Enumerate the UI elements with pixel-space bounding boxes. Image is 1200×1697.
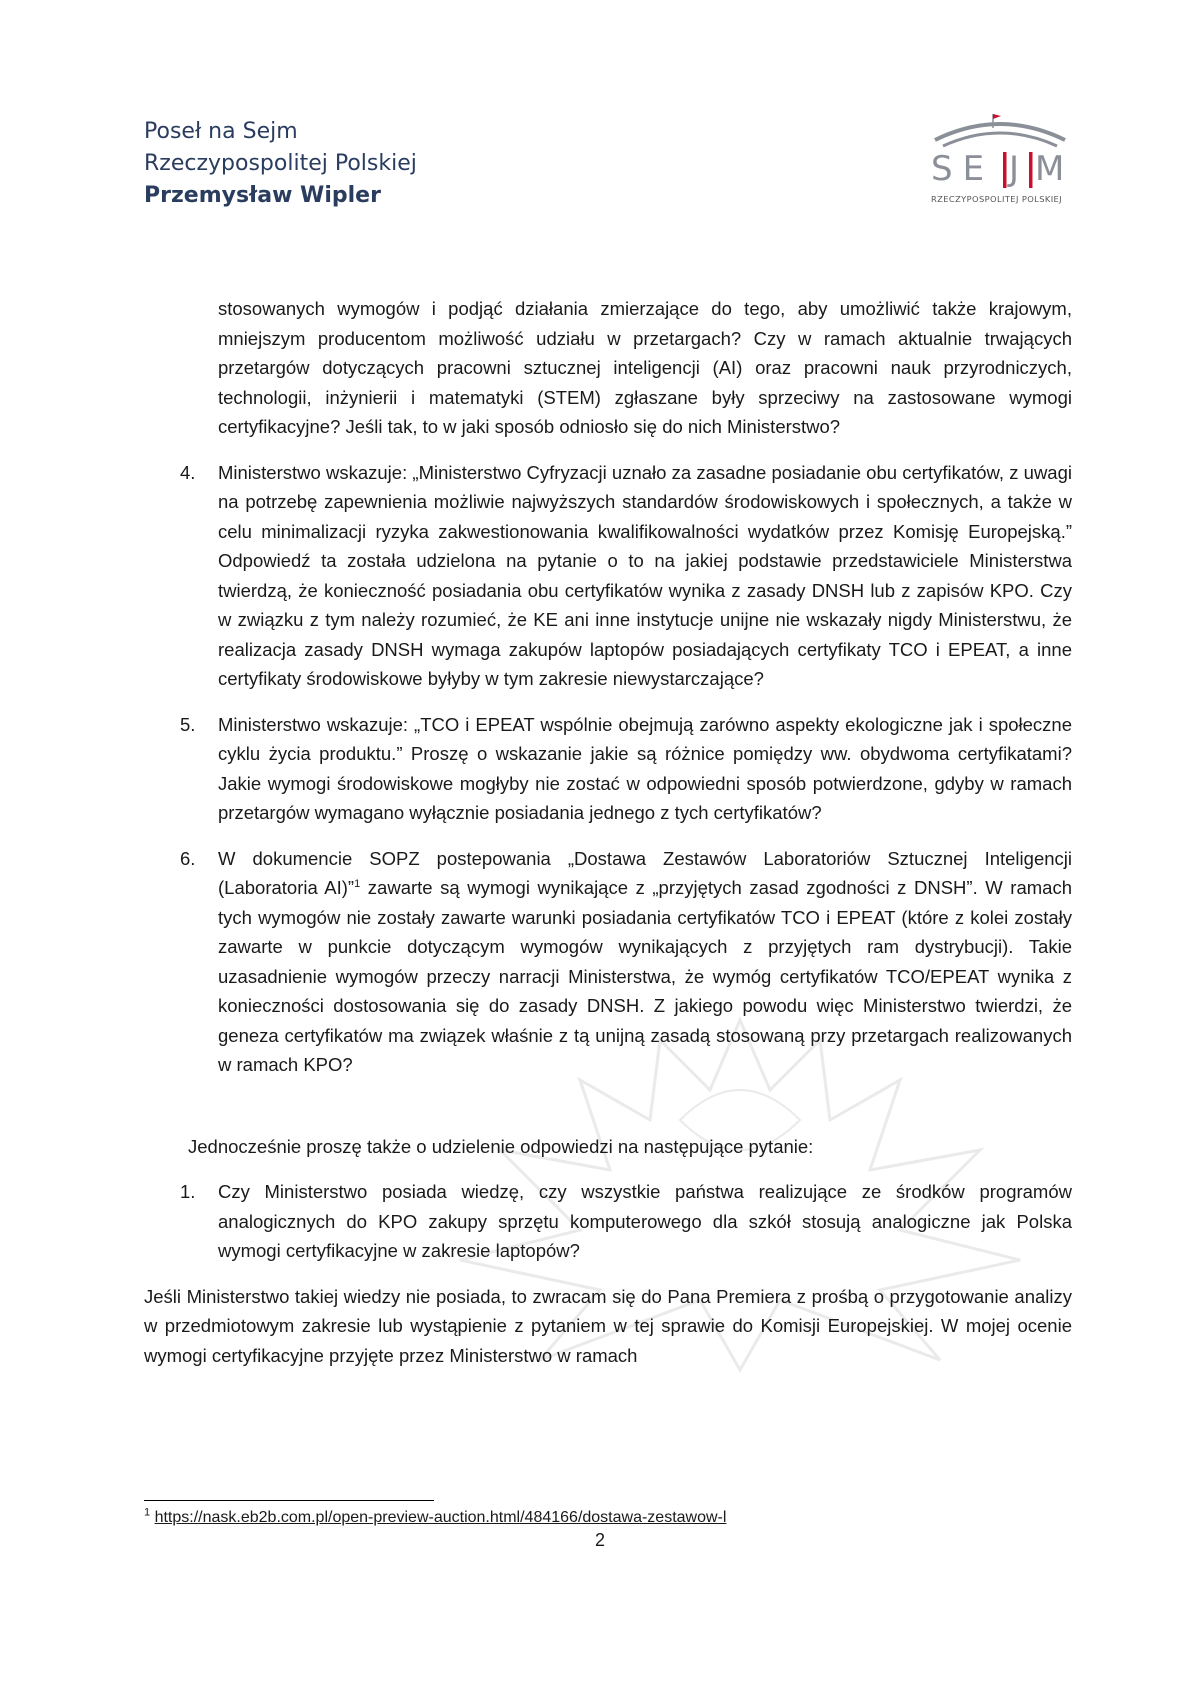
item-3-continuation: stosowanych wymogów i podjąć działania zmierzające do tego, aby umożliwić także krajowym, mniejszym producentom możliwość udziału w przetargach? Czy w ramach aktualnie trwających przetargów dotyczących pracowni sztucznej inteligencji (AI) oraz pracowni nauk przyrodniczych, technologii, inżynierii i matematyki (STEM) zgłaszane były sprzeciwy na zastosowane wymogi certyfikacyjne? Jeśli tak, to w jaki sposób odniosło się do nich Ministerstwo? [218, 298, 1072, 437]
item-text: Czy Ministerstwo posiada wiedzę, czy wszystkie państwa realizujące ze środków programów analogicznych do KPO zakupy sprzętu komputerowego dla szkół stosują analogiczne jak Polska wymogi certyfikacyjne w zakresie laptopów? [218, 1181, 1072, 1261]
footnote-marker: 1 [144, 1506, 151, 1519]
page-number: 2 [594, 1530, 605, 1550]
footnote-reference[interactable]: 1 [354, 877, 361, 890]
header-title-line2: Rzeczypospolitej Polskiej [144, 151, 417, 176]
closing-paragraph: Jeśli Ministerstwo takiej wiedzy nie posiada, to zwracam się do Pana Premiera z prośbą o przygotowanie analizy w przedmiotowym zakresie lub wystąpienie z pytaniem w tej sprawie do Komisji Europejskiej. W mojej ocenie wymogi certyfikacyjne przyjęte przez Ministerstwo w ramach [144, 1285, 1072, 1366]
additional-question-intro: Jednocześnie proszę także o udzielenie odpowiedzi na następujące pytanie: [188, 1135, 814, 1157]
svg-text:J: J [1009, 149, 1030, 189]
header-title-line1: Poseł na Sejm [144, 119, 298, 144]
svg-text:M: M [1035, 149, 1065, 189]
svg-text:SE: SE [931, 149, 995, 189]
item-text: Ministerstwo wskazuje: „TCO i EPEAT wspólnie obejmują zarówno aspekty ekologiczne jak i społeczne cyklu życia produktu.” Proszę o wskazanie jakie są różnice pomiędzy ww. obydwoma certyfikatami? Jakie wymogi środowiskowe mogłyby nie zostać w odpowiedni sposób potwierdzone, gdyby w ramach przetargów wymagano wyłącznie posiadania jednego z tych certyfikatów? [218, 713, 1072, 823]
svg-text:RZECZYPOSPOLITEJ POLSKIEJ: RZECZYPOSPOLITEJ POLSKIEJ [931, 194, 1063, 204]
footnote [144, 1507, 726, 1529]
footnote-link[interactable]: https://nask.eb2b.com.pl/open-preview-auction.html/484166/dostawa-zestawow-l [154, 1509, 727, 1526]
letter-body [144, 294, 1072, 1370]
item-number: 4. [180, 461, 196, 483]
item-6-text-part1: W dokumencie SOPZ postepowania „Dostawa Zestawów Laboratoriów Sztucznej Inteligencji (Laboratoria AI)” [218, 847, 1072, 898]
item-number: 6. [180, 847, 196, 869]
item-number: 5. [180, 713, 196, 735]
sender-name: Przemysław Wipler [144, 183, 381, 208]
list-item [180, 844, 1072, 1080]
sender-header [144, 116, 417, 212]
list-item [180, 710, 1072, 828]
list-item [180, 458, 1072, 694]
item-text: Ministerstwo wskazuje: „Ministerstwo Cyfryzacji uznało za zasadne posiadanie obu certyfikatów, z uwagi na potrzebę zapewnienia możliwie najwyższych standardów środowiskowych i społecznych, a także w celu minimalizacji ryzyka zakwestionowania kwalifikowalności wydatków przez Komisję Europejską.” Odpowiedź ta została udzielona na pytanie o to na jakiej podstawie przedstawiciele Ministerstwa twierdzą, że konieczność posiadania obu certyfikatów wynika z zasady DNSH lub z zapisów KPO. Czy w związku z tym należy rozumieć, że KE ani inne instytucje unijne nie wskazały nigdy Ministerstwu, że realizacja zasady DNSH wymaga zakupów laptopów posiadających certyfikaty TCO i EPEAT, a inne certyfikaty środowiskowe byłyby w tym zakresie niewystarczające? [218, 461, 1072, 689]
item-6-text-part2: zawarte są wymogi wynikające z „przyjętych zasad zgodności z DNSH”. W ramach tych wymogów nie zostały zawarte warunki posiadania certyfikatów TCO i EPEAT (które z kolei zostały zawarte w punkcie dotyczącym wymogów wynikających z przyjętych ram dystrybucji). Takie uzasadnienie wymogów przeczy narracji Ministerstwa, że wymóg certyfikatów TCO/EPEAT wynika z konieczności dostosowania się do zasady DNSH. Z jakiego powodu więc Ministerstwo twierdzi, że geneza certyfikatów ma związek właśnie z tą unijną zasadą stosowaną przy przetargach realizowanych w ramach KPO? [218, 877, 1072, 1075]
footnote-separator [144, 1500, 434, 1501]
item-text [218, 844, 1072, 1080]
list-item [180, 1177, 1072, 1266]
item-number: 1. [180, 1181, 196, 1202]
sejm-logo [925, 110, 1075, 220]
